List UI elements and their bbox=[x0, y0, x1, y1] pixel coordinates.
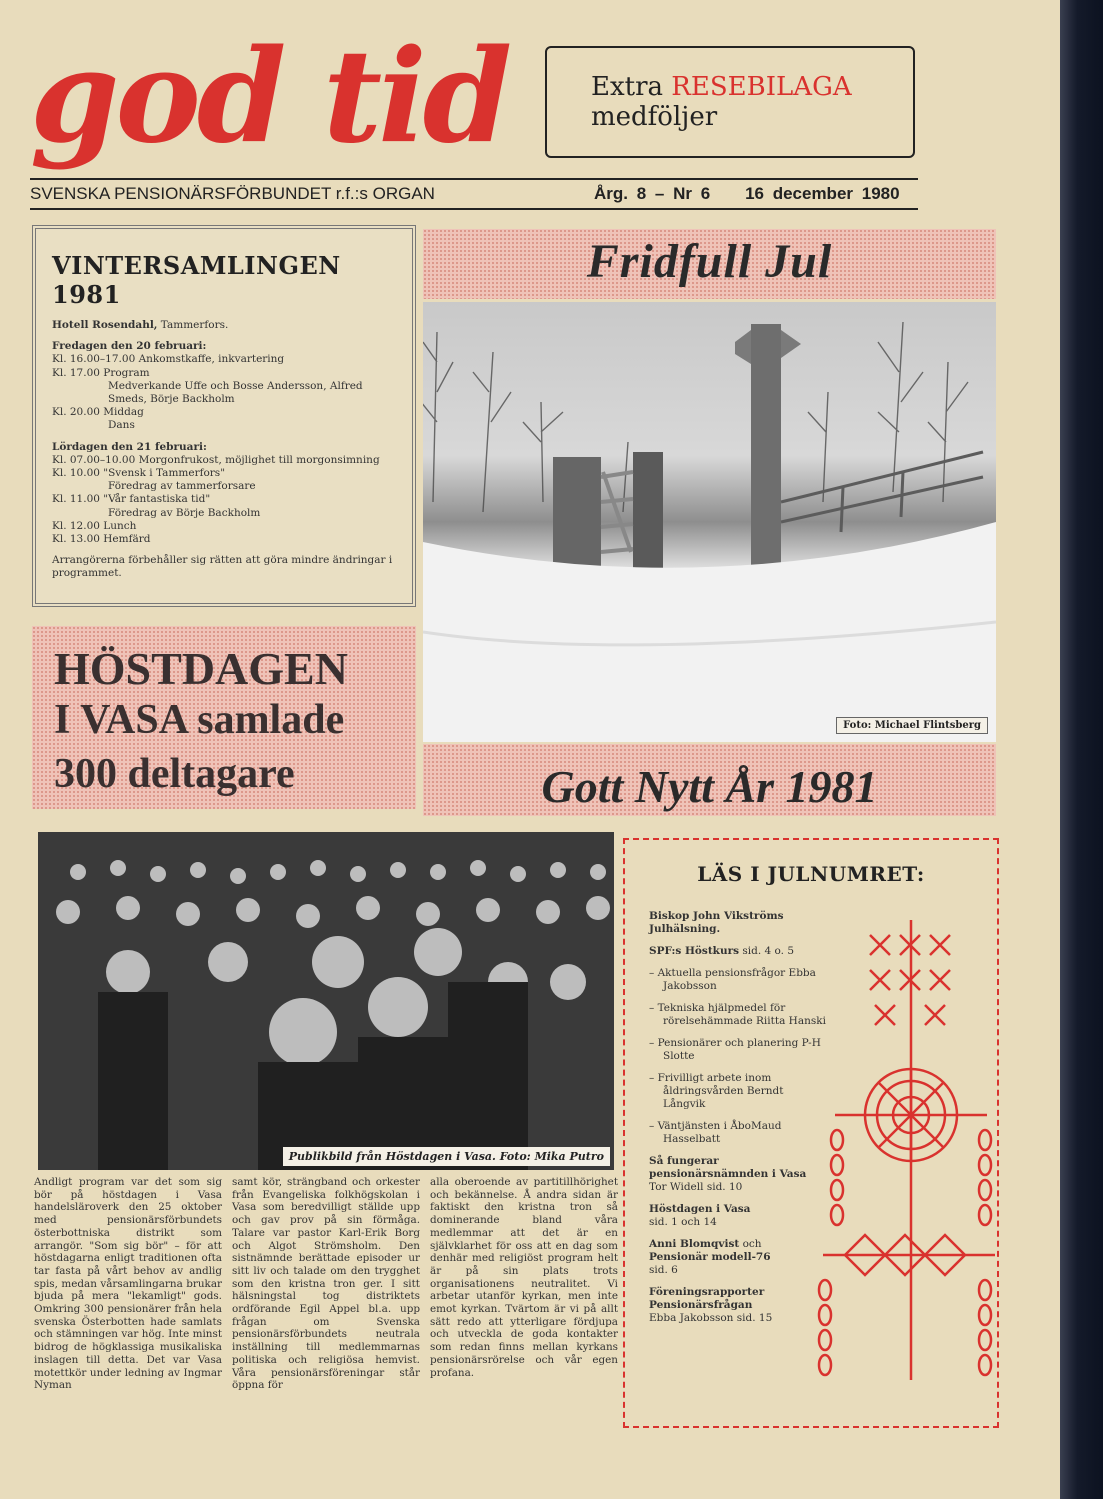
gott-nytt-ar-banner: Gott Nytt År 1981 bbox=[423, 744, 996, 816]
friday-item: Dans bbox=[108, 419, 135, 432]
resebilaga-label: RESEBILAGA bbox=[671, 72, 852, 102]
contents-anni: Anni Blomqvist bbox=[649, 1238, 740, 1250]
folk-ornament-icon bbox=[815, 910, 995, 1420]
contents-item: – Väntjänsten i ÅboMaud Hasselbatt bbox=[649, 1120, 782, 1145]
contents-item: – Aktuella pensionsfrågor Ebba Jakobsson bbox=[649, 967, 816, 992]
winter-photo bbox=[423, 302, 996, 742]
headline-line-1: HÖSTDAGEN bbox=[54, 643, 348, 694]
issue-date: 16 december 1980 bbox=[745, 184, 900, 203]
friday-item: Kl. 20.00 Middag bbox=[52, 406, 144, 419]
vintersamlingen-box bbox=[32, 225, 416, 607]
masthead-rule-bottom bbox=[30, 208, 918, 210]
contents-sa-ref: Tor Widell sid. 10 bbox=[649, 1181, 743, 1193]
masthead-logo: god tid bbox=[30, 22, 509, 172]
contents-item: – Frivilligt arbete inom åldringsvården Berndt Långvik bbox=[649, 1072, 784, 1110]
contents-item: – Tekniska hjälpmedel för rörelsehämmade Riitta Hanski bbox=[649, 1002, 826, 1027]
article-column-3: alla oberoende av partitillhörighet och bekännelse. Å andra sidan är faktiskt den kristna tron så dominerande bland våra medlemmar att det är en självklarhet för oss att en dag som denhär med religiöst program helt är på sin plats trots organisationens neutralitet. Vi arbetar utanför kyrkan, men inte emot kyrkan. Tvärtom är vi på allt sätt redo att ytterligare fördjupa och utveckla de goda kontakter som redan finns mellan kyrkans pensionärsrörelse och vår egen profana. bbox=[430, 1176, 618, 1379]
audience-illustration bbox=[38, 832, 614, 1170]
contents-anni-och: och bbox=[739, 1238, 762, 1250]
contents-item: – Pensionärer och planering P-H Slotte bbox=[649, 1037, 821, 1062]
saturday-heading: Lördagen den 21 februari: bbox=[52, 440, 207, 453]
contents-forening: Föreningsrapporter Pensionärsfrågan bbox=[649, 1286, 765, 1311]
audience-photo bbox=[38, 832, 614, 1170]
medfoljer-label: medföljer bbox=[591, 102, 718, 132]
contents-hostdagen-ref: sid. 1 och 14 bbox=[649, 1216, 717, 1228]
photo-caption: Publikbild från Höstdagen i Vasa. Foto: Mika Putro bbox=[283, 1147, 610, 1166]
issue-number: Årg. 8 – Nr 6 bbox=[594, 184, 711, 203]
binder-spine bbox=[1060, 0, 1103, 1499]
saturday-item: Föredrag av Börje Backholm bbox=[108, 506, 261, 519]
headline-line-2 bbox=[54, 696, 344, 744]
contents-biskop: Biskop John Vikströms Julhälsning. bbox=[649, 910, 784, 935]
headline-line-3: 300 deltagare bbox=[54, 751, 295, 797]
saturday-item: Kl. 10.00 "Svensk i Tammerfors" bbox=[52, 467, 226, 480]
contents-list bbox=[649, 910, 829, 1334]
saturday-item: Kl. 11.00 "Vår fantastiska tid" bbox=[52, 493, 211, 506]
contents-modell: Pensionär modell-76 bbox=[649, 1251, 771, 1263]
program-note: Arrangörerna förbehåller sig rätten att göra mindre ändringar i programmet. bbox=[52, 554, 393, 580]
saturday-item: Kl. 12.00 Lunch bbox=[52, 519, 137, 532]
masthead-rule-top bbox=[30, 178, 918, 180]
hostdagen-headline bbox=[32, 626, 416, 809]
contents-spf: SPF:s Höstkurs bbox=[649, 945, 740, 957]
headline-samlade: samlade bbox=[186, 697, 345, 743]
article-column-2: samt kör, strängband och orkester från Evangeliska folkhögskolan i Vasa som beredvilligt ställde upp och gav prov på sin förmåga. Talare var pastor Karl-Erik Borg och Algot Strömsholm. Den sistnämnde berättade episoder ur sitt liv och talade om den trygghet som den kristna tron ger. I sitt hälsningstal tog distriktets ordförande Egil Appel bl.a. upp frågan om Svenska pensionärsförbundets neutrala inställning till medlemmarnas politiska och religiösa hemvist. Våra pensionärsföreningar står öppna för bbox=[232, 1176, 420, 1392]
contents-forening-ref: Ebba Jakobsson sid. 15 bbox=[649, 1312, 773, 1324]
headline-vasa: I VASA bbox=[54, 697, 187, 743]
saturday-item: Kl. 07.00–10.00 Morgonfrukost, möjlighet till morgonsimning bbox=[52, 453, 380, 466]
extra-supplement-box bbox=[545, 46, 915, 158]
organ-line: SVENSKA PENSIONÄRSFÖRBUNDET r.f.:s ORGAN bbox=[30, 184, 435, 203]
winter-scene-illustration bbox=[423, 302, 996, 742]
friday-heading: Fredagen den 20 februari: bbox=[52, 340, 207, 353]
extra-label: Extra bbox=[591, 72, 672, 102]
venue-city: Tammerfors. bbox=[157, 319, 229, 331]
saturday-item: Kl. 13.00 Hemfärd bbox=[52, 533, 151, 546]
las-i-julnumret-box bbox=[623, 838, 999, 1428]
saturday-item: Föredrag av tammerforsare bbox=[108, 480, 256, 493]
friday-item: Kl. 17.00 Program bbox=[52, 366, 150, 379]
fridfull-jul-banner: Fridfull Jul bbox=[423, 229, 996, 299]
article-column-1: Andligt program var det som sig bör på höstdagen i Vasa handelsläroverk den 25 oktober med pensionärsförbundets österbottniska distrikt som arrangör. "Som sig bör" – för att höstdagarna enligt traditionen ofta tar fasta på vårt behov av andlig spis, medan vårsamlingarna brukar bjuda på mera "lekamligt" gods. Omkring 300 pensionärer från hela svenska Österbotten hade samlats och stämningen var hög. Inte minst bidrog de högklassiga musikaliska inslagen till detta. Det var Vasa motettkör under ledning av Ingmar Nyman bbox=[34, 1176, 222, 1392]
contents-hostdagen: Höstdagen i Vasa bbox=[649, 1203, 751, 1215]
contents-spf-ref: sid. 4 o. 5 bbox=[739, 945, 795, 957]
contents-sa: Så fungerar pensionärsnämnden i Vasa bbox=[649, 1155, 807, 1180]
issue-info bbox=[594, 184, 900, 204]
las-title: LÄS I JULNUMRET: bbox=[697, 862, 925, 886]
venue-name: Hotell Rosendahl, bbox=[52, 319, 158, 331]
vintersamlingen-title: VINTERSAMLINGEN 1981 bbox=[52, 251, 341, 309]
contents-anni-ref: sid. 6 bbox=[649, 1264, 678, 1276]
friday-item: Medverkande Uffe och Bosse Andersson, Alfred Smeds, Börje Backholm bbox=[108, 379, 363, 406]
friday-item: Kl. 16.00–17.00 Ankomstkaffe, inkvartering bbox=[52, 353, 285, 366]
photo-credit: Foto: Michael Flintsberg bbox=[836, 717, 988, 734]
